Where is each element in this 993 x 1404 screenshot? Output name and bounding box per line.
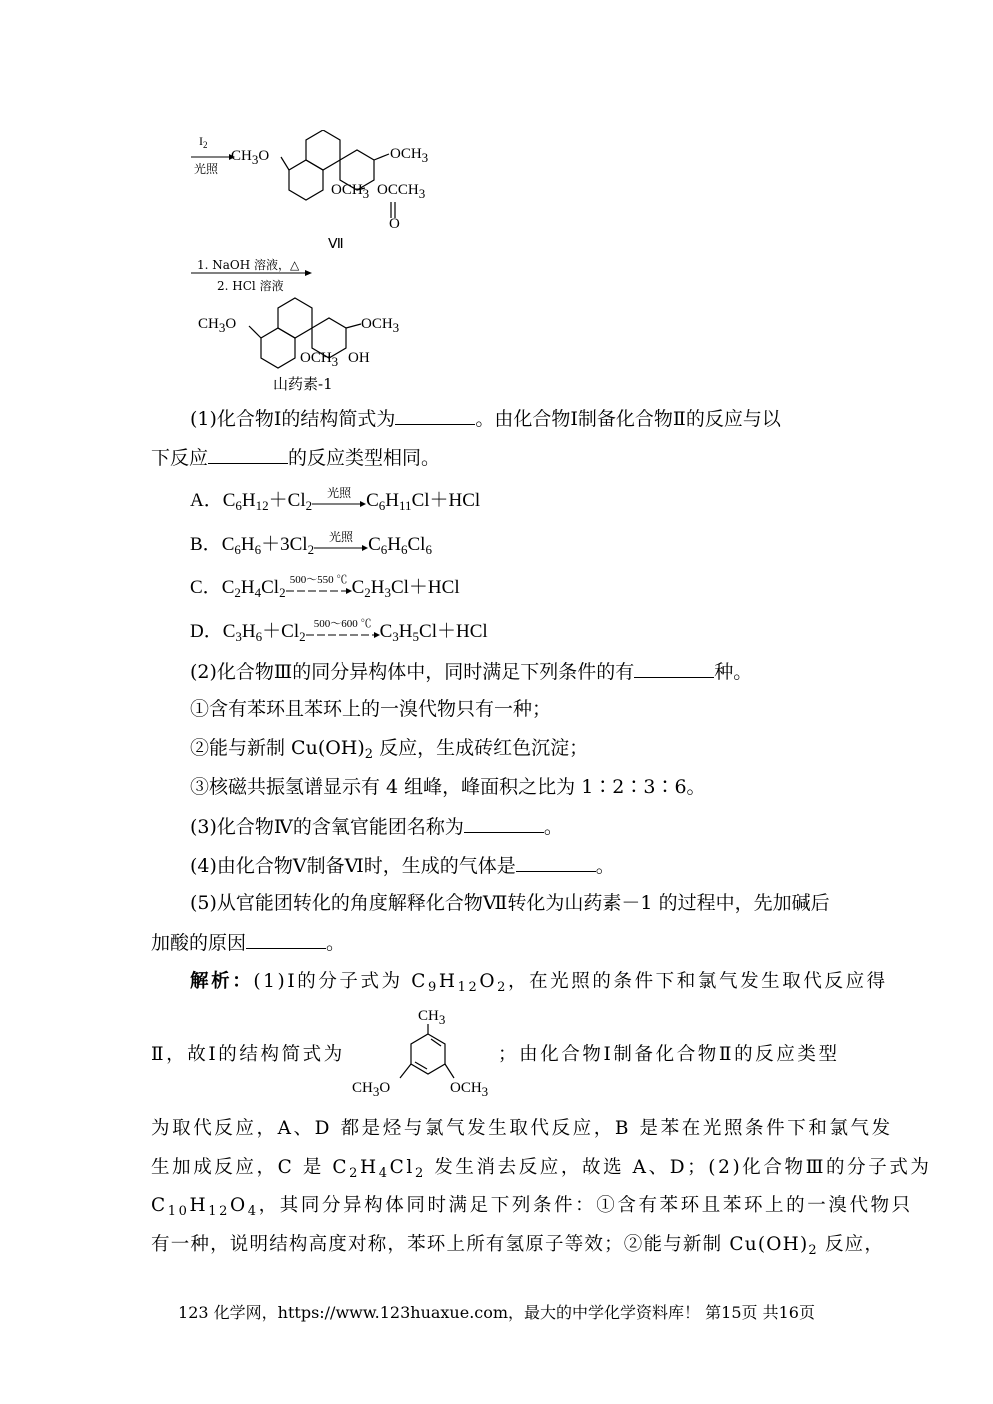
q5-line-2: 加酸的原因 。 xyxy=(151,932,346,954)
q1-line-1: (1)化合物Ⅰ的结构简式为 。由化合物Ⅰ制备化合物Ⅱ的反应与以 xyxy=(190,408,781,430)
analysis-line-2-left: Ⅱ，故Ⅰ的结构简式为 xyxy=(151,1044,345,1065)
analysis-line-2-right: ；由化合物Ⅰ制备化合物Ⅱ的反应类型 xyxy=(498,1044,840,1065)
analysis-line-5: $C_{10}H_{12}O_4$，其同分异构体同时满足下列条件：①含有苯环且苯环上的一溴代物只 xyxy=(151,1195,913,1219)
product-left-methoxy: CH3O xyxy=(198,316,237,335)
product-name: 山药素-1 xyxy=(273,375,333,393)
option-c: C．$C_2H_4Cl_2$ 500～550 ℃ $C_2H_3Cl+HCl$ xyxy=(190,573,460,600)
step1-reagent-bottom: 光照 xyxy=(194,162,219,176)
analysis-line-3: 为取代反应，A、D 都是烃与氯气发生取代反应，B 是苯在光照条件下和氯气发 xyxy=(151,1118,893,1139)
product-bottom-methoxy: OCH3 xyxy=(300,350,339,369)
left-methoxy-1: CH3O xyxy=(231,148,270,167)
reaction-arrow: 500～600 ℃ xyxy=(306,622,380,644)
analysis-line-6: 有一种，说明结构高度对称，苯环上所有氢原子等效；②能与新制 $Cu(OH)_2$ 反应， xyxy=(151,1234,885,1258)
bottom-methoxy-1: OCH3 xyxy=(331,182,370,201)
reaction-arrow: 500～550 ℃ xyxy=(286,578,352,600)
product-hydroxyl: OH xyxy=(348,350,370,366)
q5-line-1: (5)从官能团转化的角度解释化合物Ⅶ转化为山药素－1 的过程中，先加碱后 xyxy=(190,892,830,914)
carbonyl-oxygen: O xyxy=(389,216,400,232)
q4-line: (4)由化合物Ⅴ制备Ⅵ时，生成的气体是 。 xyxy=(190,855,615,877)
phenanthrene-ring-1 xyxy=(281,130,395,218)
reaction-arrow: 光照 xyxy=(314,535,368,557)
compound-7-label: Ⅶ xyxy=(328,237,344,252)
product-right-methoxy: OCH3 xyxy=(361,316,400,335)
page-footer: 123 化学网，https://www.123huaxue.com，最大的中学化学资料库！ 第15页 共16页 xyxy=(178,1303,815,1322)
step2-reagent-top: 1. NaOH 溶液，△ xyxy=(197,258,300,272)
reaction-scheme xyxy=(185,130,485,400)
q1-line-2: 下反应 的反应类型相同。 xyxy=(151,447,441,469)
q2-condition-2: ②能与新制 $Cu(OH)_2$ 反应，生成砖红色沉淀； xyxy=(190,737,589,762)
step2-reagent-bottom: 2. HCl 溶液 xyxy=(217,279,284,293)
analysis-line-1: 解析：(1)Ⅰ的分子式为 $C_9H_{12}O_2$，在光照的条件下和氯气发生取代反应得 xyxy=(190,971,888,995)
reaction-arrow: 光照 xyxy=(312,491,366,513)
q2-condition-3: ③核磁共振氢谱显示有 4 组峰，峰面积之比为 1∶2∶3∶6。 xyxy=(190,776,706,798)
q2-condition-1: ①含有苯环且苯环上的一溴代物只有一种； xyxy=(190,698,552,720)
analysis-label: 解析： xyxy=(190,971,254,992)
right-methoxy: OCH3 xyxy=(450,1080,489,1099)
option-a: A．$C_6H_{12}+Cl_2$ 光照 $C_6H_{11}Cl+HCl$ xyxy=(190,485,481,513)
acetoxy-group: OCCH3 xyxy=(377,182,426,201)
right-methoxy-1: OCH3 xyxy=(390,146,429,165)
option-d: D．$C_3H_6+Cl_2$ 500～600 ℃ $C_3H_5Cl+HCl$ xyxy=(190,617,488,644)
analysis-line-4: 生加成反应，C 是 $C_2H_4Cl_2$ 发生消去反应，故选 A、D；(2)化合物Ⅲ的分子式为 xyxy=(151,1157,932,1181)
option-b: B．$C_6H_6+3Cl_2$ 光照 $C_6H_6Cl_6$ xyxy=(190,529,432,557)
q3-line: (3)化合物Ⅳ的含氧官能团名称为 。 xyxy=(190,816,563,838)
left-methoxy: CH3O xyxy=(352,1080,391,1099)
q2-line-1: (2)化合物Ⅲ的同分异构体中，同时满足下列条件的有 种。 xyxy=(190,661,753,683)
step1-reagent-top: $I_2$ xyxy=(199,134,208,150)
methyl-group: CH3 xyxy=(418,1008,446,1027)
compound-1-structure xyxy=(350,1008,500,1102)
